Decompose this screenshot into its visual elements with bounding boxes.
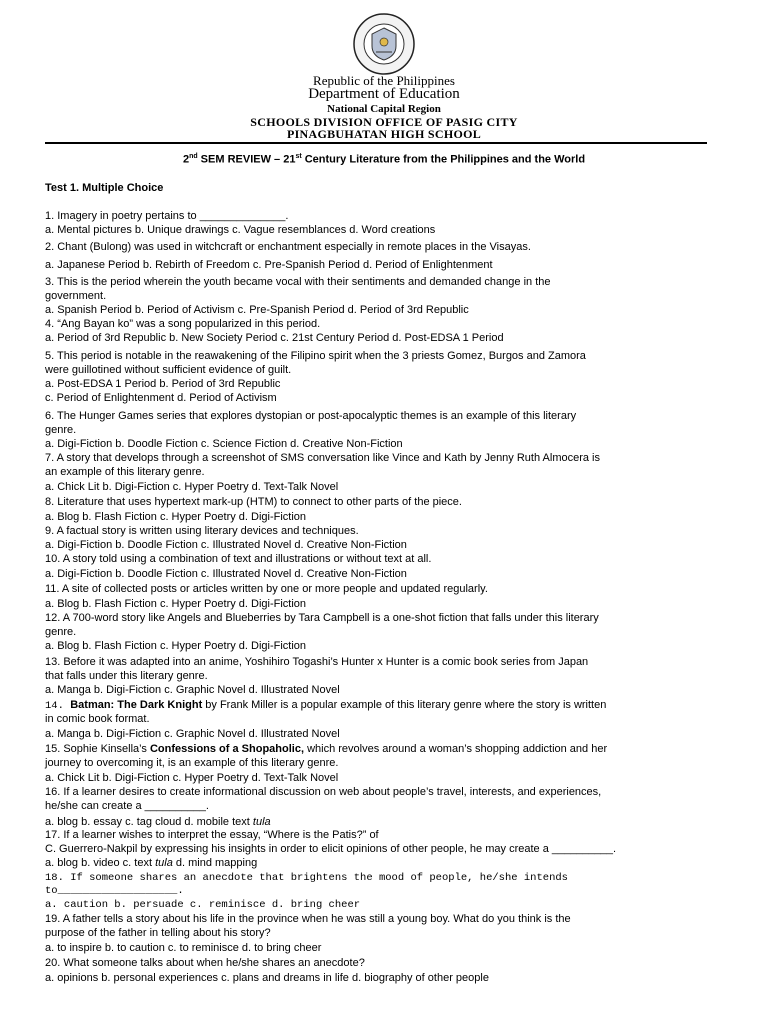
header-department: Department of Education [308,86,460,102]
header-school: PINAGBUHATAN HIGH SCHOOL [286,127,482,141]
question-17: 17. If a learner wishes to interpret the essay, “Where is the Patis?” of [45,829,379,841]
question-14-cont: in comic book format. [45,713,150,725]
choices-2: a. Japanese Period b. Rebirth of Freedom c. Pre-Spanish Period d. Period of Enlightenment [45,259,493,271]
question-8: 8. Literature that uses hypertext mark-up (HTM) to connect to other parts of the piece. [45,496,462,508]
question-11: 11. A site of collected posts or articles written by one or more people and updated regularly. [45,583,488,595]
question-13: 13. Before it was adapted into an anime, Yoshihiro Togashi’s Hunter x Hunter is a comic book series from Japan [45,656,589,668]
question-5-cont: were guillotined without sufficient evidence of guilt. [45,364,292,376]
choices-3: a. Spanish Period b. Period of Activism c. Pre-Spanish Period d. Period of 3rd Republic [45,304,469,316]
question-5: 5. This period is notable in the reawakening of the Filipino spirit when the 3 priests Gomez, Burgos and Zamora [45,350,586,362]
choices-16: a. blog b. essay c. tag cloud d. mobile text tula [45,816,271,828]
choices-17: a. blog b. video c. text tula d. mind mapping [45,857,258,869]
question-18: 18. If someone shares an anecdote that brightens the mood of people, he/she intends [45,872,568,884]
question-1: 1. Imagery in poetry pertains to ______________. [45,210,289,222]
choices-8: a. Blog b. Flash Fiction c. Hyper Poetry d. Digi-Fiction [45,511,307,523]
question-13-cont: that falls under this literary genre. [45,670,208,682]
choices-10: a. Digi-Fiction b. Doodle Fiction c. Illustrated Novel d. Creative Non-Fiction [45,568,407,580]
question-15: 15. Sophie Kinsella’s Confessions of a Shopaholic, which revolves around a woman’s shopping addiction and her [45,743,608,755]
question-7-cont: an example of this literary genre. [45,466,205,478]
question-4: 4. “Ang Bayan ko” was a song popularized in this period. [45,318,321,330]
choices-7: a. Chick Lit b. Digi-Fiction c. Hyper Poetry d. Text-Talk Novel [45,481,339,493]
header-division: SCHOOLS DIVISION OFFICE OF PASIG CITY [250,115,518,129]
choices-13: a. Manga b. Digi-Fiction c. Graphic Novel d. Illustrated Novel [45,684,340,696]
choices-11: a. Blog b. Flash Fiction c. Hyper Poetry d. Digi-Fiction [45,598,307,610]
question-12: 12. A 700-word story like Angels and Blueberries by Tara Campbell is a one-shot fiction that falls under this literary [45,612,599,624]
deped-seal-logo [344,12,424,76]
question-17-cont: C. Guerrero-Nakpil by expressing his insights in order to elicit opinions of other people, he may create a __________. [45,843,617,855]
choices-15: a. Chick Lit b. Digi-Fiction c. Hyper Poetry d. Text-Talk Novel [45,772,339,784]
question-16-cont: he/she can create a __________. [45,800,209,812]
choices-5-row2: c. Period of Enlightenment d. Period of Activism [45,392,277,404]
question-6-cont: genre. [45,424,77,436]
choices-19: a. to inspire b. to caution c. to reminisce d. to bring cheer [45,942,322,954]
choices-18: a. caution b. persuade c. reminisce d. bring cheer [45,899,361,911]
choices-4: a. Period of 3rd Republic b. New Society Period c. 21st Century Period d. Post-EDSA 1 Period [45,332,504,344]
header-republic: Republic of the Philippines [313,73,455,88]
question-3-cont: government. [45,290,107,302]
question-10: 10. A story told using a combination of text and illustrations or without text at all. [45,553,432,565]
question-19-cont: purpose of the father in telling about his story? [45,927,271,939]
choices-1: a. Mental pictures b. Unique drawings c. Vague resemblances d. Word creations [45,224,436,236]
question-14: 14. Batman: The Dark Knight by Frank Miller is a popular example of this literary genre where the story is written [45,699,607,712]
question-12-cont: genre. [45,626,77,638]
choices-12: a. Blog b. Flash Fiction c. Hyper Poetry d. Digi-Fiction [45,640,307,652]
question-20: 20. What someone talks about when he/she shares an anecdote? [45,957,365,969]
test-heading: Test 1. Multiple Choice [45,182,164,194]
choices-6: a. Digi-Fiction b. Doodle Fiction c. Science Fiction d. Creative Non-Fiction [45,438,403,450]
header-divider [45,142,707,144]
question-15-cont: journey to overcoming it, is an example of this literary genre. [45,757,339,769]
page-title: 2nd SEM REVIEW – 21st Century Literature from the Philippines and the World [182,153,586,166]
question-18-cont: to___________________. [45,885,184,897]
question-16: 16. If a learner desires to create informational discussion on web about people’s travel, interests, and experiences, [45,786,602,798]
choices-5-row1: a. Post-EDSA 1 Period b. Period of 3rd Republic [45,378,281,390]
question-2: 2. Chant (Bulong) was used in witchcraft or enchantment especially in remote places in the Visayas. [45,241,531,253]
header-region: National Capital Region [327,103,441,115]
question-3: 3. This is the period wherein the youth became vocal with their sentiments and demanded change in the [45,276,551,288]
choices-20: a. opinions b. personal experiences c. plans and dreams in life d. biography of other people [45,972,489,984]
question-19: 19. A father tells a story about his life in the province when he was still a young boy. What do you think is the [45,913,571,925]
question-9: 9. A factual story is written using literary devices and techniques. [45,525,359,537]
question-6: 6. The Hunger Games series that explores dystopian or post-apocalyptic themes is an example of this literary [45,410,577,422]
choices-14: a. Manga b. Digi-Fiction c. Graphic Novel d. Illustrated Novel [45,728,340,740]
choices-9: a. Digi-Fiction b. Doodle Fiction c. Illustrated Novel d. Creative Non-Fiction [45,539,407,551]
question-7: 7. A story that develops through a screenshot of SMS conversation like Vince and Kath by Jenny Ruth Almocera is [45,452,601,464]
